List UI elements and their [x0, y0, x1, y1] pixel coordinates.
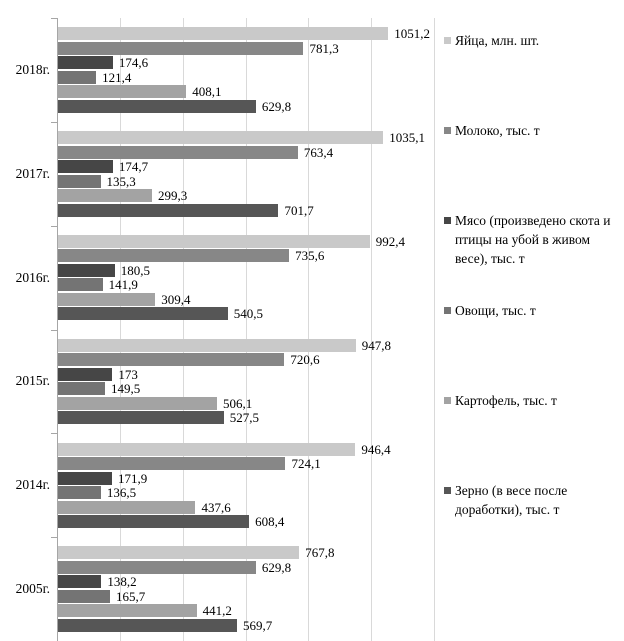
bar-value-label: 437,6: [201, 499, 231, 515]
bar: [58, 235, 370, 248]
bar: [58, 264, 115, 277]
bar-value-label: 701,7: [284, 202, 314, 218]
legend-label: Зерно (в весе после доработки), тыс. т: [455, 483, 568, 517]
bar: [58, 71, 96, 84]
bar-value-label: 946,4: [361, 441, 391, 457]
bar: [58, 353, 284, 366]
bar-value-label: 527,5: [229, 410, 259, 426]
bar-value-label: 174,6: [118, 55, 149, 71]
bar: [58, 278, 103, 291]
axis-tick: [51, 122, 57, 123]
bar-value-label: 408,1: [192, 84, 222, 100]
bar-value-label: 569,7: [242, 617, 273, 633]
bar: [58, 146, 298, 159]
bar: [58, 486, 101, 499]
bar: [58, 575, 101, 588]
bar-value-label: 441,2: [202, 603, 232, 619]
bar-value-label: 720,6: [290, 352, 320, 368]
legend-marker-icon: [444, 127, 451, 134]
bar-value-label: 135,3: [106, 173, 136, 189]
bar: [58, 85, 186, 98]
bar: [58, 131, 383, 144]
legend-marker-icon: [444, 307, 451, 314]
bar: [58, 501, 195, 514]
bar-value-label: 180,5: [120, 262, 150, 278]
gridline: [434, 18, 435, 641]
bar-value-label: 121,4: [102, 69, 132, 85]
legend-marker-icon: [444, 217, 451, 224]
bar: [58, 397, 217, 410]
axis-tick: [51, 18, 57, 19]
bar-value-label: 735,6: [295, 248, 325, 264]
legend-label: Яйца, млн. шт.: [455, 33, 540, 48]
bar: [58, 411, 224, 424]
legend-label: Картофель, тыс. т: [455, 393, 557, 408]
bar: [58, 382, 105, 395]
bar: [58, 175, 101, 188]
bar-value-label: 165,7: [116, 588, 146, 604]
bar: [58, 27, 388, 40]
bar-value-label: 136,5: [106, 485, 137, 500]
bar: [58, 42, 303, 55]
category-label: 2005г.: [15, 581, 50, 597]
bar-value-label: 149,5: [110, 381, 141, 397]
bar-value-label: 781,3: [309, 40, 339, 56]
bar: [58, 204, 278, 217]
legend-marker-icon: [444, 37, 451, 44]
bar: [58, 56, 113, 69]
bar: [58, 443, 355, 456]
bar: [58, 100, 256, 113]
bar: [58, 561, 256, 574]
legend-item: [444, 391, 557, 410]
bar: [58, 249, 289, 262]
bar: [58, 546, 299, 559]
legend-item: [444, 301, 536, 320]
bar: [58, 293, 155, 306]
bar-value-label: 724,1: [291, 456, 321, 471]
legend: [444, 0, 624, 641]
category-label: 2015г.: [15, 373, 50, 389]
category-label: 2017г.: [15, 165, 50, 181]
bar-value-label: 629,8: [261, 559, 292, 575]
bar-value-label: 138,2: [107, 574, 137, 590]
bar-value-label: 171,9: [118, 470, 148, 486]
bar: [58, 160, 113, 173]
category-label: 2016г.: [15, 269, 50, 285]
bar: [58, 368, 112, 381]
legend-marker-icon: [444, 397, 451, 404]
category-label: 2018г.: [15, 61, 50, 77]
legend-label: Овощи, тыс. т: [455, 303, 536, 318]
bar: [58, 457, 285, 470]
bar: [58, 339, 356, 352]
bar-value-label: 608,4: [255, 514, 285, 529]
legend-item: [444, 481, 623, 519]
axis-tick: [51, 330, 57, 331]
bar: [58, 515, 249, 528]
bar-value-label: 173: [118, 366, 138, 382]
bar: [58, 590, 110, 603]
bar-value-label: 309,4: [161, 291, 191, 307]
bar-value-label: 174,7: [118, 159, 149, 174]
bar-value-label: 506,1: [222, 395, 253, 411]
bar-value-label: 1051,2: [394, 26, 430, 42]
legend-marker-icon: [444, 487, 451, 494]
bar: [58, 307, 228, 320]
bar-value-label: 540,5: [233, 306, 264, 322]
bar: [58, 619, 237, 632]
bar-value-label: 299,3: [158, 188, 188, 203]
legend-item: [444, 121, 540, 140]
legend-label: Мясо (произведено скота и птицы на убой в живом весе), тыс. т: [455, 213, 611, 266]
legend-item: [444, 31, 539, 50]
bar-value-label: 947,8: [361, 337, 392, 353]
bar-value-label: 1035,1: [389, 130, 425, 145]
axis-tick: [51, 433, 57, 434]
legend-label: Молоко, тыс. т: [455, 123, 540, 138]
bar-value-label: 629,8: [261, 98, 292, 114]
bar-value-label: 763,4: [303, 144, 334, 160]
axis-tick: [51, 226, 57, 227]
category-label: 2014г.: [15, 477, 50, 493]
gridline: [371, 18, 372, 641]
bar: [58, 189, 152, 202]
bar-value-label: 141,9: [108, 277, 138, 293]
axis-tick: [51, 537, 57, 538]
legend-item: [444, 211, 623, 268]
bar-value-label: 767,8: [305, 545, 335, 561]
bar: [58, 472, 112, 485]
bar-value-label: 992,4: [375, 233, 406, 249]
bar: [58, 604, 197, 617]
